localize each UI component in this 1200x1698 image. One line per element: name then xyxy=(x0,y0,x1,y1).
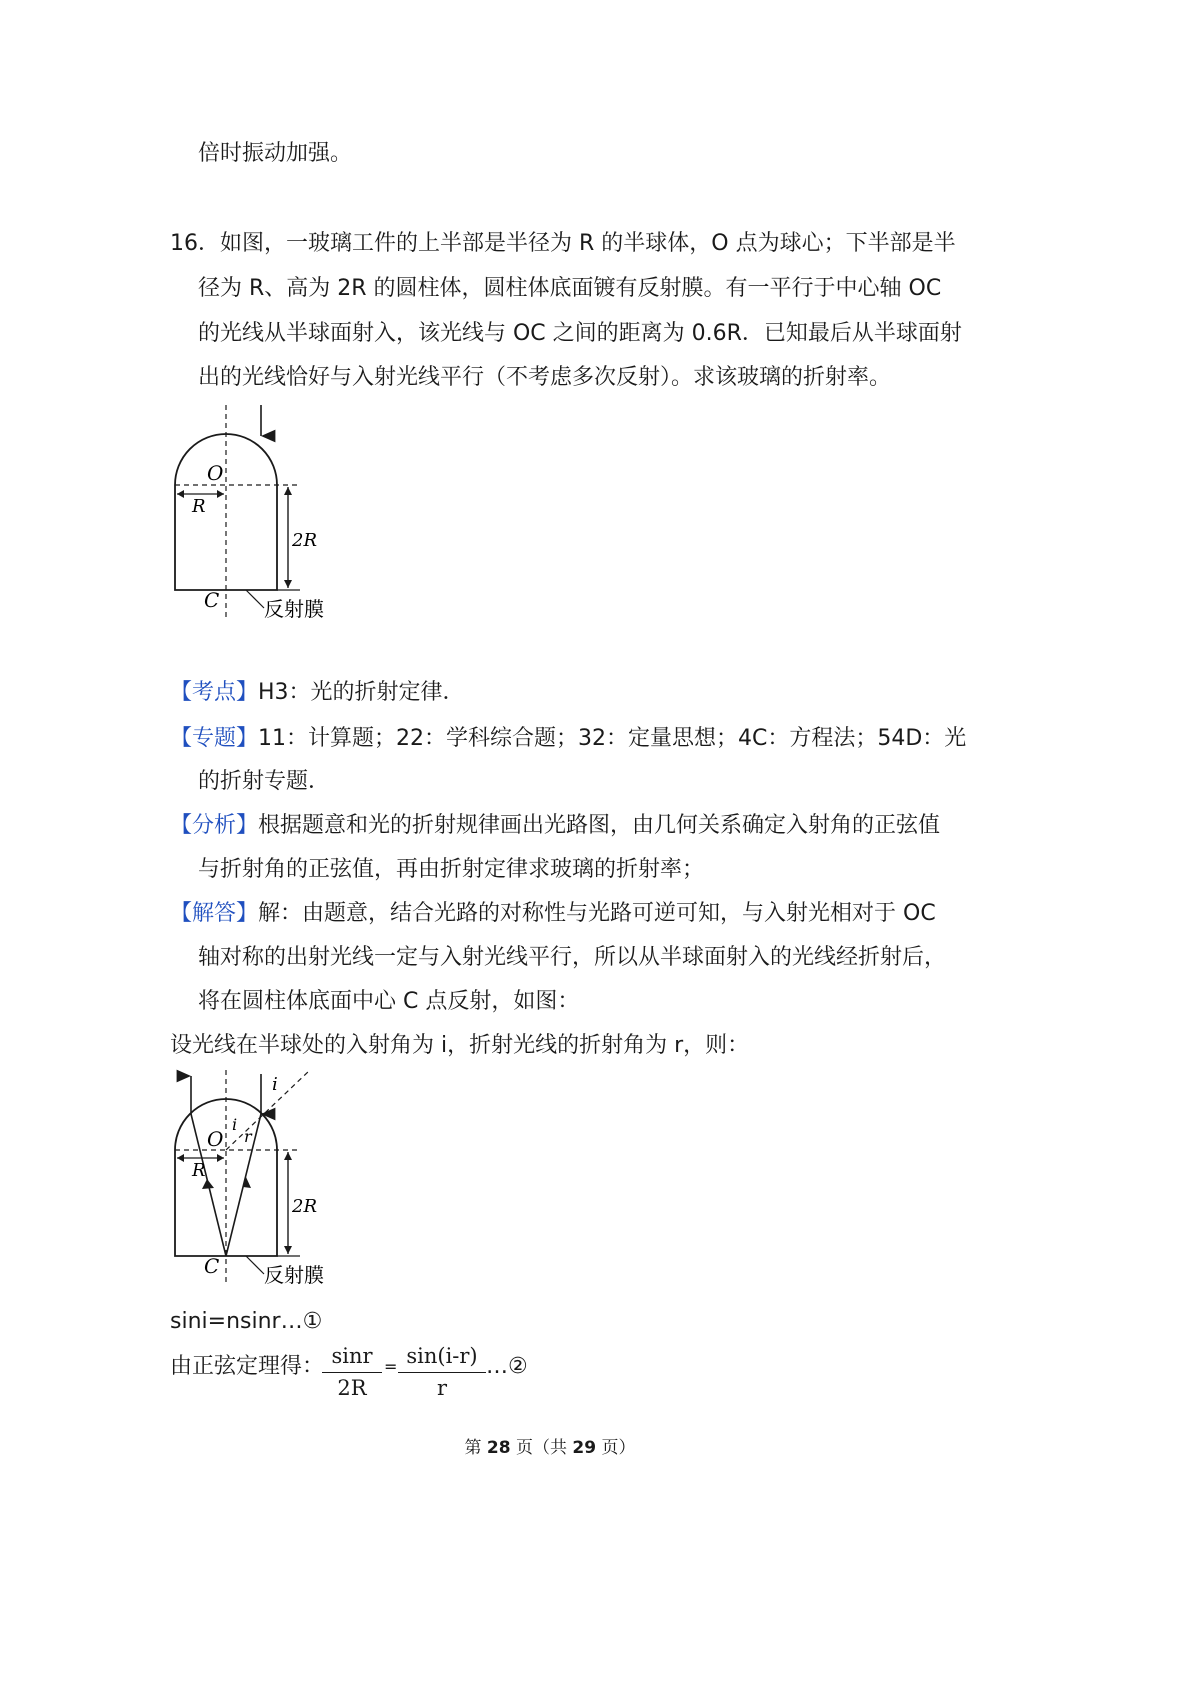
question-line-4: 出的光线恰好与入射光线平行（不考虑多次反射）。求该玻璃的折射率。 xyxy=(198,365,892,390)
zhuanti-tag: 【专题】 xyxy=(170,726,259,751)
label-i-inner: i xyxy=(232,1115,238,1134)
label-O: O xyxy=(207,461,224,485)
footer-prefix: 第 xyxy=(464,1438,482,1458)
page-footer xyxy=(0,1433,1100,1458)
fenxi-line xyxy=(170,811,940,841)
question-line-3: 的光线从半球面射入，该光线与 OC 之间的距离为 0.6R．已知最后从半球面射 xyxy=(198,321,962,346)
footer-page-number: 28 xyxy=(486,1438,511,1458)
footer-mid: 页（共 xyxy=(516,1438,567,1458)
label-r: r xyxy=(244,1127,252,1146)
equation-1: sini=nsinr…① xyxy=(170,1309,323,1334)
jieda-text: 解：由题意，结合光路的对称性与光路可逆可知，与入射光相对于 OC xyxy=(258,901,936,926)
footer-total-pages: 29 xyxy=(572,1438,597,1458)
question-line-2: 径为 R、高为 2R 的圆柱体，圆柱体底面镀有反射膜。有一平行于中心轴 OC xyxy=(198,276,942,301)
film-pointer xyxy=(246,590,264,608)
figure-solution xyxy=(160,1066,360,1296)
equation-2-prefix: 由正弦定理得： xyxy=(170,1354,325,1379)
kaodian-tag: 【考点】 xyxy=(170,680,259,705)
label-R: R xyxy=(192,496,206,517)
footer-suffix: 页） xyxy=(601,1438,636,1458)
eq2-numerator-1: sinr xyxy=(331,1344,373,1368)
eq2-denominator-2: r xyxy=(436,1376,448,1400)
previous-answer-line: 倍时振动加强。 xyxy=(198,141,353,166)
label-C: C xyxy=(204,588,220,612)
eq2-fraction-bar-2 xyxy=(398,1372,486,1373)
glass-outline xyxy=(175,434,277,590)
eq2-numerator-2: sin(i-r) xyxy=(406,1344,478,1368)
jieda-line xyxy=(170,899,936,929)
label-2R: 2R xyxy=(292,530,318,551)
eq2-equals: = xyxy=(384,1357,398,1376)
eq2-fraction-bar-1 xyxy=(322,1372,382,1373)
kaodian-line xyxy=(170,678,465,708)
fenxi-tag: 【分析】 xyxy=(170,813,259,838)
question-line-1: 16．如图，一玻璃工件的上半部是半径为 R 的半球体，O 点为球心；下半部是半 xyxy=(170,231,956,256)
zhuanti-line-2: 的折射专题． xyxy=(198,769,331,794)
fenxi-text: 根据题意和光的折射规律画出光路图，由几何关系确定入射角的正弦值 xyxy=(258,813,941,838)
kaodian-text: H3：光的折射定律． xyxy=(258,680,465,705)
jieda-line-2: 轴对称的出射光线一定与入射光线平行，所以从半球面射入的光线经折射后， xyxy=(198,945,947,970)
figure-question xyxy=(160,400,350,630)
label-O-2: O xyxy=(207,1127,224,1151)
normal-line xyxy=(226,1070,310,1150)
fenxi-line-2: 与折射角的正弦值，再由折射定律求玻璃的折射率； xyxy=(198,857,705,882)
label-i-outer: i xyxy=(272,1074,278,1095)
label-film-2: 反射膜 xyxy=(264,1263,324,1287)
label-R-2: R xyxy=(192,1160,206,1181)
jieda-tag: 【解答】 xyxy=(170,901,259,926)
jieda-line-3: 将在圆柱体底面中心 C 点反射，如图： xyxy=(198,989,580,1014)
label-film: 反射膜 xyxy=(264,597,324,621)
zhuanti-text: 11：计算题；22：学科综合题；32：定量思想；4C：方程法；54D：光 xyxy=(258,726,967,751)
eq2-denominator-1: 2R xyxy=(337,1376,367,1400)
label-2R-2: 2R xyxy=(292,1196,318,1217)
eq2-suffix: …② xyxy=(486,1354,528,1379)
film-pointer-2 xyxy=(246,1256,264,1274)
zhuanti-line xyxy=(170,724,966,754)
assumption-line: 设光线在半球处的入射角为 i，折射光线的折射角为 r，则： xyxy=(170,1033,750,1058)
label-C-2: C xyxy=(204,1254,220,1278)
